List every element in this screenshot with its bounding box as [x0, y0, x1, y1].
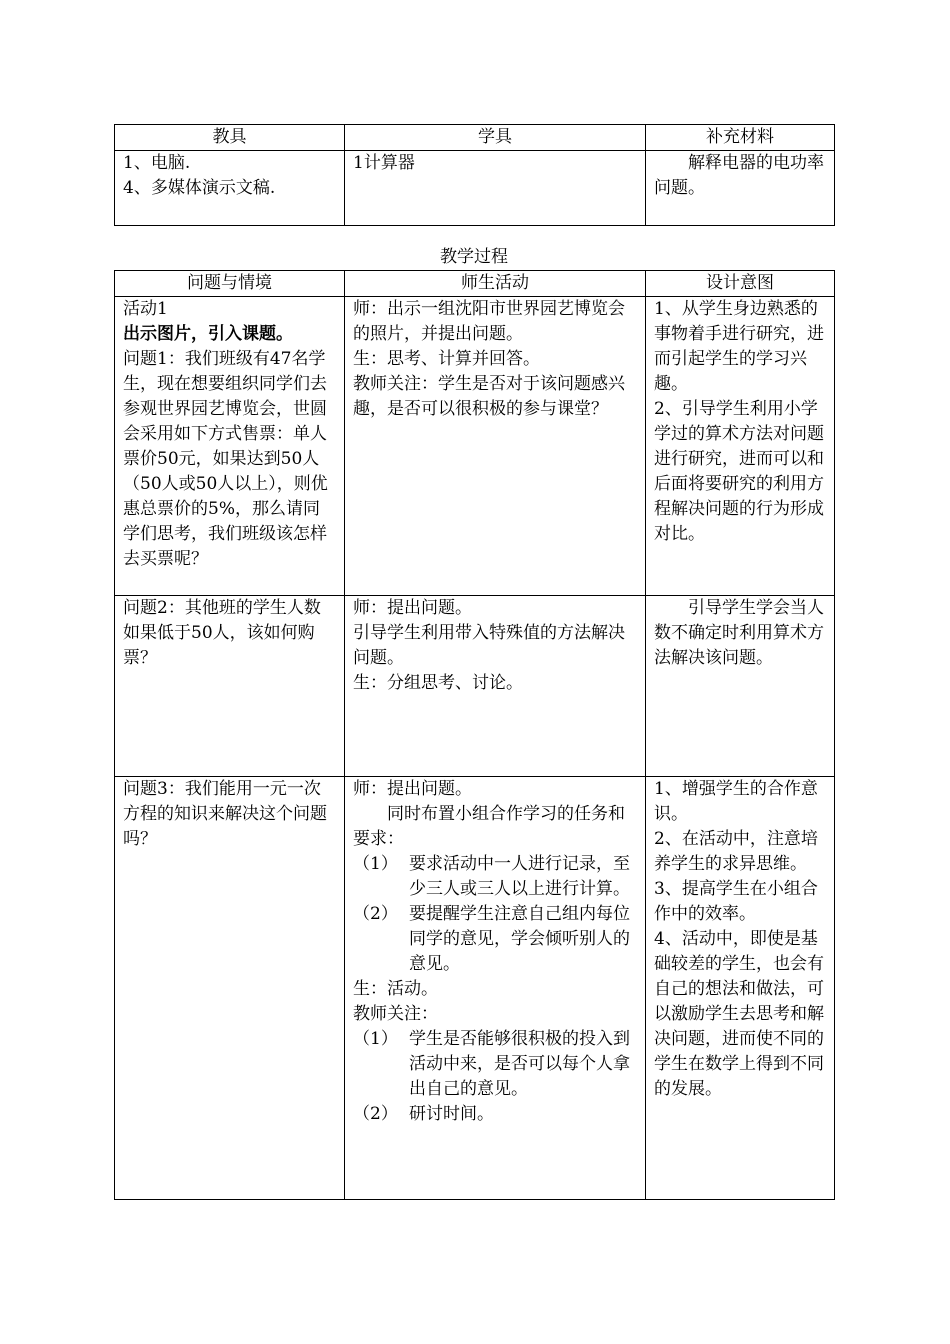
teaching-tools-cell — [115, 151, 345, 226]
teaching-tool-item: 4、多媒体演示文稿. — [123, 178, 276, 198]
tools-table — [114, 124, 835, 226]
process-table — [114, 270, 835, 1200]
activity-line: 生：分组思考、讨论。 — [353, 673, 523, 693]
focus-item — [353, 1102, 637, 1127]
assign-line: 同时布置小组合作学习的任务和要求： — [353, 804, 625, 849]
requirement-text: 要求活动中一人进行记录，至少三人或三人以上进行计算。 — [409, 854, 630, 899]
tools-header-student: 学具 — [345, 125, 646, 151]
activity-line: 引导学生利用带入特殊值的方法解决问题。 — [353, 623, 625, 668]
teacher-line: 师：提出问题。 — [353, 779, 472, 799]
teaching-tool-item: 1、电脑. — [123, 153, 191, 173]
question-2: 问题2：其他班的学生人数如果低于50人，该如何购票？ — [123, 598, 321, 668]
question-3: 问题3：我们能用一元一次方程的知识来解决这个问题吗？ — [123, 779, 327, 849]
row2-intent-cell — [646, 596, 835, 777]
intent-line: 4、活动中，即使是基础较差的学生，也会有自己的想法和做法，可以激励学生去思考和解决问题，进而使不同的学生在数学上得到不同的发展。 — [654, 929, 824, 1099]
tools-header-teaching: 教具 — [115, 125, 345, 151]
row3-question-cell — [115, 777, 345, 1200]
process-row-1 — [115, 297, 835, 596]
row1-question-cell — [115, 297, 345, 596]
supplementary-text: 解释电器的电功率问题。 — [654, 153, 824, 198]
row2-question-cell — [115, 596, 345, 777]
activity-title: 出示图片，引入课题。 — [123, 324, 293, 344]
tools-header-row — [115, 125, 835, 151]
intent-line: 2、引导学生利用小学学过的算术方法对问题进行研究，进而可以和后面将要研究的利用方程解决问题的行为形成对比。 — [654, 399, 824, 544]
focus-text: 研讨时间。 — [409, 1104, 494, 1124]
process-header-question: 问题与情境 — [115, 271, 345, 297]
process-header-row — [115, 271, 835, 297]
tools-header-supplementary: 补充材料 — [646, 125, 835, 151]
activity-line: 生：思考、计算并回答。 — [353, 349, 540, 369]
row3-activity-cell — [345, 777, 646, 1200]
requirement-number: （2） — [353, 904, 398, 924]
process-row-3 — [115, 777, 835, 1200]
row2-activity-cell — [345, 596, 646, 777]
activity-label: 活动1 — [123, 299, 168, 319]
process-header-activity: 师生活动 — [345, 271, 646, 297]
focus-item — [353, 1027, 637, 1102]
activity-line: 教师关注：学生是否对于该问题感兴趣，是否可以很积极的参与课堂？ — [353, 374, 625, 419]
process-caption: 教学过程 — [440, 247, 508, 267]
focus-label: 教师关注： — [353, 1004, 438, 1024]
intent-line: 3、提高学生在小组合作中的效率。 — [654, 879, 818, 924]
intent-line: 1、增强学生的合作意识。 — [654, 779, 818, 824]
requirement-item — [353, 852, 637, 902]
process-row-2 — [115, 596, 835, 777]
intent-line: 2、在活动中，注意培养学生的求异思维。 — [654, 829, 818, 874]
student-tools-cell — [345, 151, 646, 226]
process-header-intent: 设计意图 — [646, 271, 835, 297]
requirement-item — [353, 902, 637, 977]
row3-intent-cell — [646, 777, 835, 1200]
activity-line: 师：提出问题。 — [353, 598, 472, 618]
intent-line: 1、从学生身边熟悉的事物着手进行研究，进而引起学生的学习兴趣。 — [654, 299, 824, 394]
row1-intent-cell — [646, 297, 835, 596]
student-tool-item: 1计算器 — [353, 153, 415, 173]
focus-text: 学生是否能够很积极的投入到活动中来，是否可以每个人拿出自己的意见。 — [409, 1029, 630, 1099]
activity-line: 师：出示一组沈阳市世界园艺博览会的照片，并提出问题。 — [353, 299, 625, 344]
student-line: 生：活动。 — [353, 979, 438, 999]
question-1: 问题1：我们班级有47名学生，现在想要组织同学们去参观世界园艺博览会，世圆会采用如下方式售票：单人票价50元，如果达到50人（50人或50人以上），则优惠总票价的5%，那么请同学们思考，我们班级该怎样去买票呢？ — [123, 349, 328, 569]
requirement-text: 要提醒学生注意自己组内每位同学的意见，学会倾听别人的意见。 — [409, 904, 630, 974]
supplementary-cell — [646, 151, 835, 226]
requirement-number: （1） — [353, 854, 398, 874]
tools-body-row — [115, 151, 835, 226]
focus-number: （1） — [353, 1029, 398, 1049]
intent-line: 引导学生学会当人数不确定时利用算术方法解决该问题。 — [654, 598, 824, 668]
row1-activity-cell — [345, 297, 646, 596]
focus-number: （2） — [353, 1104, 398, 1124]
